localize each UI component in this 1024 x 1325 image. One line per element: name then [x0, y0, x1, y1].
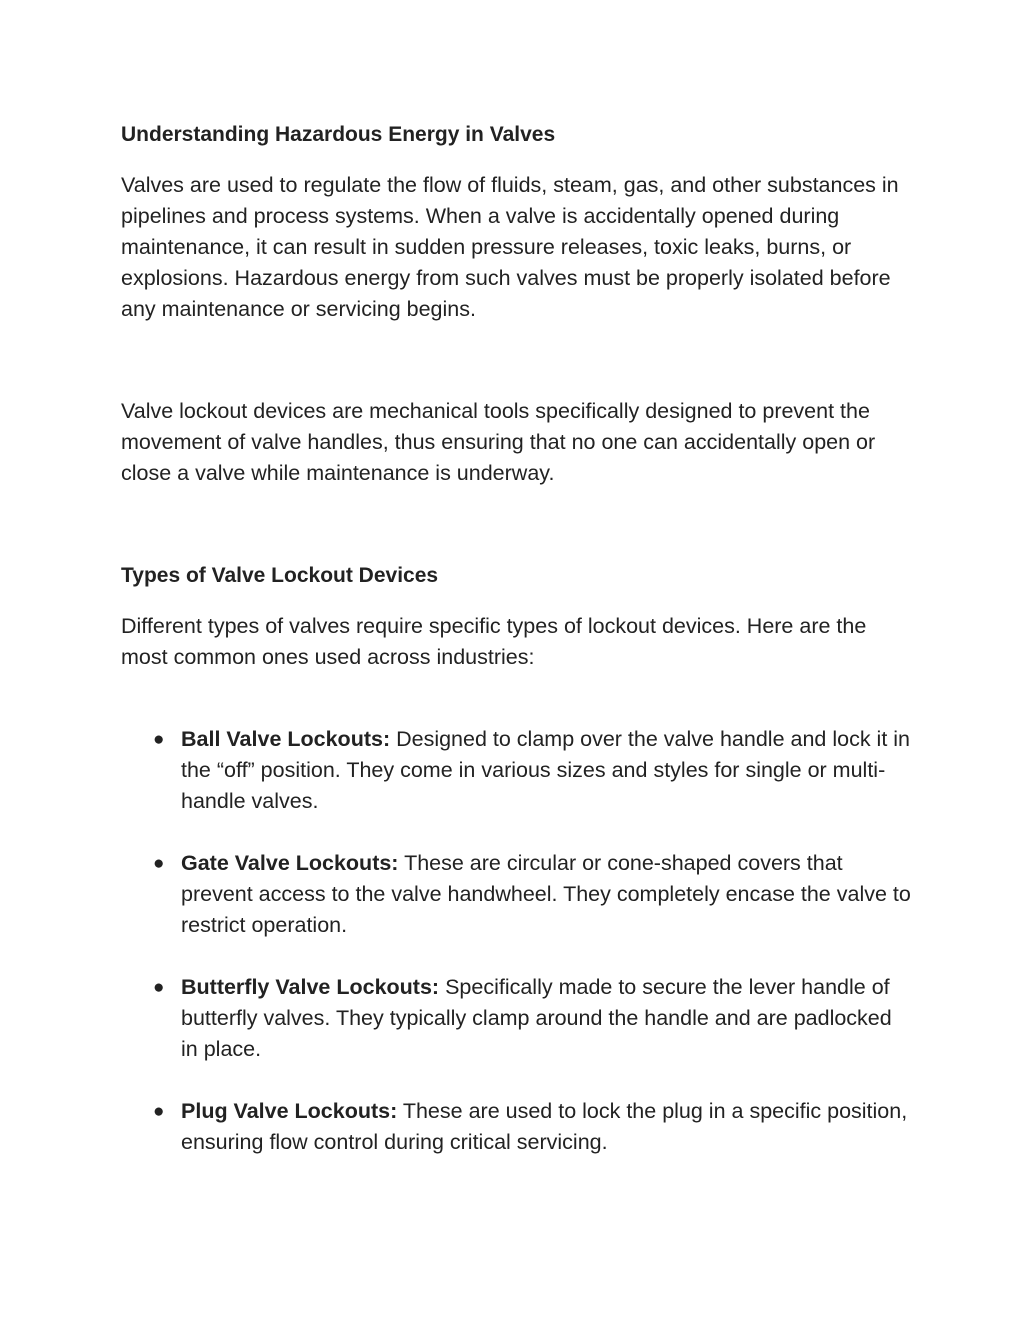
list-item-title: Butterfly Valve Lockouts:: [181, 975, 440, 999]
paragraph-types-intro: Different types of valves require specific types of lockout devices. Here are the most common ones used across industries:: [121, 614, 867, 669]
paragraph-valves-intro: Valves are used to regulate the flow of fluids, steam, gas, and other substances in pipelines and process systems. When a valve is accidentally opened during maintenance, it can result in sudden pressure releases, toxic leaks, burns, or explosions. Hazardous energy from such valves must be properly isolated before any maintenance or servicing begins.: [121, 173, 899, 321]
list-item-text: [181, 848, 911, 941]
bullet-icon: ●: [153, 1101, 165, 1122]
paragraph-lockout-devices: Valve lockout devices are mechanical tools specifically designed to prevent the movement of valve handles, thus ensuring that no one can accidentally open or close a valve while maintenance is underway.: [121, 399, 876, 485]
list-item-description: Designed to clamp over the valve handle and lock it in the “off” position. They come in various sizes and styles for single or multi-handle valves.: [181, 727, 911, 813]
section-heading-hazardous-energy: Understanding Hazardous Energy in Valves: [121, 123, 556, 146]
list-item-description: These are circular or cone-shaped covers that prevent access to the valve handwheel. They completely encase the valve to restrict operation.: [181, 851, 911, 937]
list-item-description: These are used to lock the plug in a specific position, ensuring flow control during critical servicing.: [181, 1099, 908, 1154]
list-item-text: [181, 972, 911, 1065]
list-item-text: [181, 724, 911, 817]
bullet-icon: ●: [153, 853, 165, 874]
list-item-description: Specifically made to secure the lever handle of butterfly valves. They typically clamp around the handle and are padlocked in place.: [181, 975, 892, 1061]
bullet-icon: ●: [153, 729, 165, 750]
list-item-text: [181, 1096, 911, 1158]
section-heading-types: Types of Valve Lockout Devices: [121, 564, 439, 587]
list-item-title: Plug Valve Lockouts:: [181, 1099, 398, 1123]
list-item-title: Ball Valve Lockouts:: [181, 727, 391, 751]
list-item-title: Gate Valve Lockouts:: [181, 851, 399, 875]
bullet-icon: ●: [153, 977, 165, 998]
